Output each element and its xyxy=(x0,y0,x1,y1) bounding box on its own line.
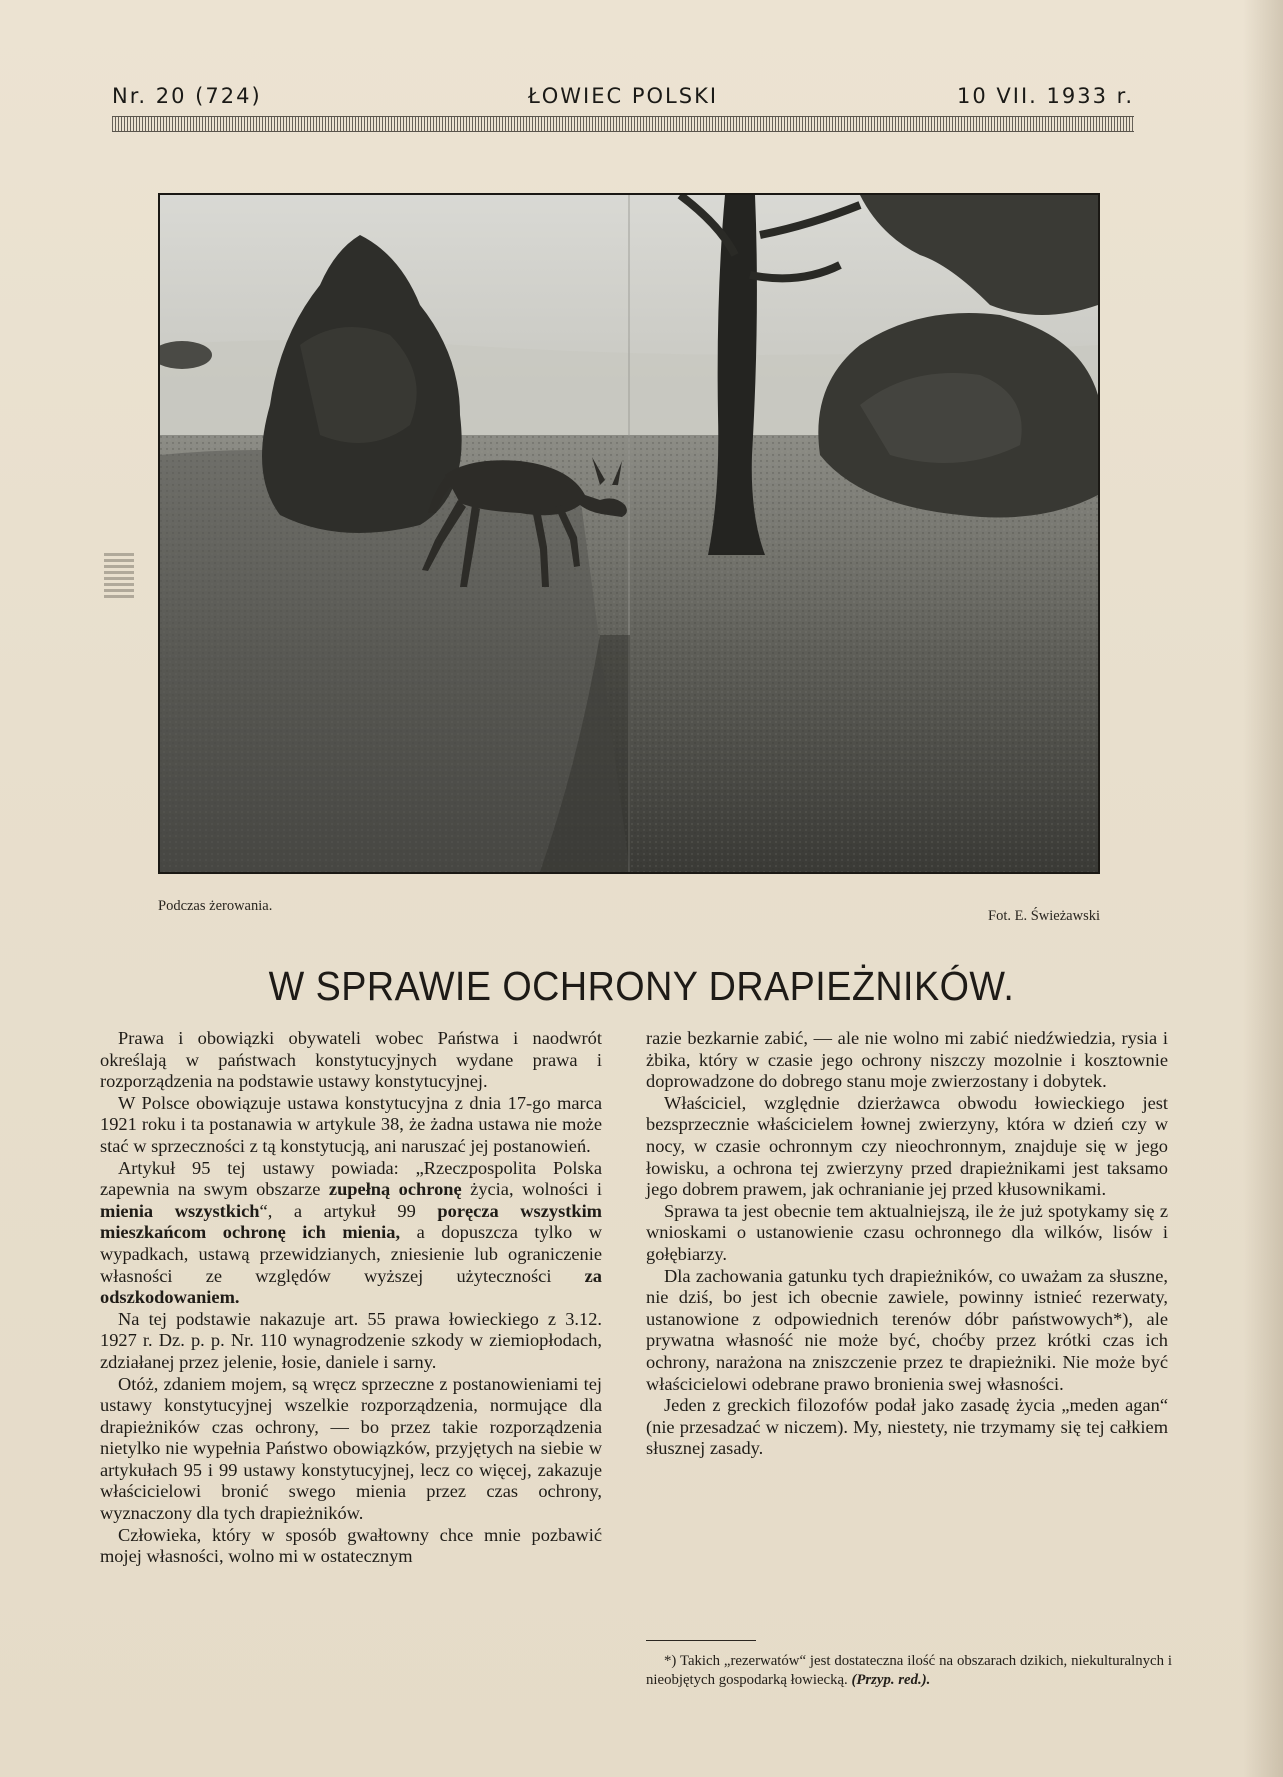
article-paragraph xyxy=(100,1028,602,1093)
paragraph-text: Dla zachowania gatunku tych drapieżników, co uważam za słuszne, nie dziś, bo jest ich obecnie zawiele, powinny istnieć rezerwaty, ustanowione z odpowiednich terenów dóbr państwowych*), ale prywatna własność nie może być, choćby przez krótki czas ich ochrony, narażona na zniszczenie przez te drapieżniki. Nie może być właścicielowi odebrane prawo bronienia swej własności. xyxy=(646,1265,1168,1394)
article-paragraph xyxy=(646,1028,1168,1093)
issue-date: 10 VII. 1933 r. xyxy=(957,84,1134,108)
article-column-left xyxy=(100,1028,602,1568)
margin-stamp xyxy=(104,552,134,598)
issue-number: Nr. 20 (724) xyxy=(112,84,262,108)
footnote-text: *) Takich „rezerwatów“ jest dostateczna ilość na obszarach dzikich, niekulturalnych i nieobjętych gospodarką łowiecką. xyxy=(646,1653,1172,1688)
header-rule xyxy=(112,116,1134,132)
article-paragraph xyxy=(646,1395,1168,1460)
paragraph-text: Człowieka, który w sposób gwałtowny chce mnie pozbawić mojej własności, wolno mi w ostatecznym xyxy=(100,1524,602,1567)
article-paragraph xyxy=(646,1266,1168,1396)
photo-caption: Podczas żerowania. xyxy=(158,898,273,914)
paragraph-text: Sprawa ta jest obecnie tem aktualniejszą, ile że już spotykamy się z wnioskami o ustanowienie czasu ochronnego dla wilków, lisów i gołębiarzy. xyxy=(646,1200,1168,1264)
article-paragraph xyxy=(646,1093,1168,1201)
photo-credit: Fot. E. Świeżawski xyxy=(988,908,1100,924)
article-title: W SPRAWIE OCHRONY DRAPIEŻNIKÓW. xyxy=(268,963,1015,1009)
paragraph-text: Jeden z greckich filozofów podał jako zasadę życia „meden agan“ (nie przesadzać w niczem). My, niestety, nie trzymamy się tej całkiem słusznej zasady. xyxy=(646,1395,1168,1459)
article-paragraph xyxy=(100,1093,602,1158)
emphasized-text: za odszkodowaniem. xyxy=(100,1265,602,1308)
article-paragraph xyxy=(100,1374,602,1525)
emphasized-text: zupełną ochronę xyxy=(328,1179,462,1200)
article-paragraph xyxy=(646,1201,1168,1266)
photo-illustration xyxy=(160,195,1098,872)
paragraph-text: W Polsce obowiązuje ustawa konstytucyjna z dnia 17-go marca 1921 roku i ta postanawia w artykule 38, że żadna ustawa nie może stać w sprzeczności z tą konstytucją, ani naruszać jej postanowień. xyxy=(100,1092,602,1156)
footnote xyxy=(646,1652,1172,1690)
footnote-rule xyxy=(646,1640,756,1641)
paragraph-text: razie bezkarnie zabić, — ale nie wolno mi zabić niedźwiedzia, rysia i żbika, który w czasie jego ochrony niszczy mozolnie i kosztownie doprowadzone do dobrego stanu moje zwierzostany i dobytek. xyxy=(646,1028,1168,1092)
paragraph-text: Właściciel, względnie dzierżawca obwodu łowieckiego jest bezsprzecznie właścicielem łownej zwierzyny, która w dzień czy w nocy, w czasie ochronnym czy nieochronnym, znajduje się w jego łowisku, a ochrona tej zwierzyny przed drapieżnikami jest taksamo jego dobrem prawem, jak ochranianie jej przed kłusownikami. xyxy=(646,1092,1168,1200)
paragraph-text: Artykuł 95 tej ustawy powiada: „Rzeczpospolita Polska zapewnia na swym obszarze xyxy=(100,1157,602,1200)
footnote-attribution: (Przyp. red.). xyxy=(851,1672,931,1688)
paragraph-text: Otóż, zdaniem mojem, są wręcz sprzeczne z postanowieniami tej ustawy konstytucyjnej wszelkie rozporządzenia, normujące dla drapieżników czas ochrony, — bo przez takie rozporządzenia nietylko nie wypełnia Państwo obowiązków, przyjętych na siebie w artykułach 95 i 99 ustawy konstytucyjnej, lecz co więcej, zakazuje właścicielowi bronić swego mienia przez czas ochrony, wyznaczony dla tych drapieżników. xyxy=(100,1373,602,1524)
article-paragraph xyxy=(100,1158,602,1309)
running-header xyxy=(112,84,1134,110)
emphasized-text: mienia wszystkich xyxy=(100,1200,260,1221)
article-column-right xyxy=(646,1028,1168,1460)
article-paragraph xyxy=(100,1309,602,1374)
paragraph-text: Na tej podstawie nakazuje art. 55 prawa łowieckiego z 3.12. 1927 r. Dz. p. p. Nr. 110 wynagrodzenie szkody w ziemiopłodach, zdziałanej przez jelenie, łosie, daniele i sarny. xyxy=(100,1308,602,1372)
page-edge-shadow xyxy=(1243,0,1283,1777)
paragraph-text: a dopuszcza tylko w wypadkach, ustawą przewidzianych, zniesienie lub ograniczenie własności ze względów wyższej użyteczności xyxy=(100,1222,602,1286)
deer-photograph xyxy=(158,193,1100,874)
emphasized-text: poręcza wszystkim mieszkańcom ochronę ich mienia, xyxy=(100,1200,603,1243)
magazine-name: ŁOWIEC POLSKI xyxy=(527,84,719,108)
article-paragraph xyxy=(100,1525,602,1568)
paragraph-text: Prawa i obowiązki obywateli wobec Państwa i naodwrót określają w państwach konstytucyjnych wydane prawa i rozporządzenia na podstawie ustawy konstytucyjnej. xyxy=(100,1028,602,1092)
paragraph-text: “, a artykuł 99 xyxy=(259,1200,438,1221)
paragraph-text: życia, wolności i xyxy=(461,1179,602,1200)
footnote-paragraph xyxy=(646,1652,1172,1690)
